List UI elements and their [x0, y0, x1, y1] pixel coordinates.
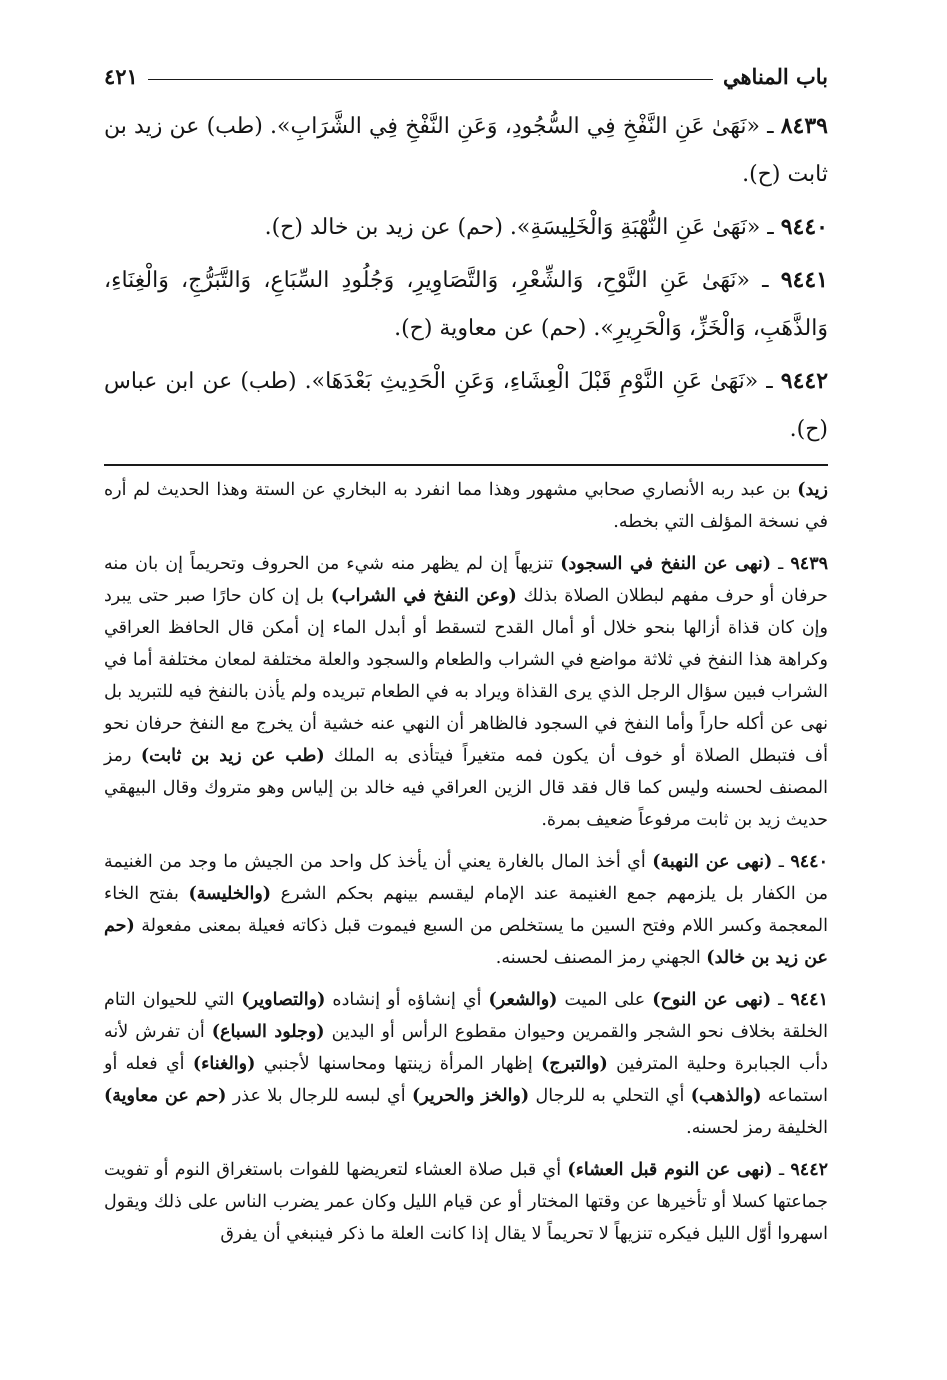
commentary-9441: ٩٤٤١ ـ (نهى عن النوح) على الميت (والشعر) أي إنشاؤه أو إنشاده (والتصاوير) التي للحيوان التام الخلقة بخلاف نحو الشجر والقمرين وحيوان مقطوع الرأس أو اليدين (وجلود السباع) أن تفرش لأنه دأب الجبابرة وحلية المترفين (والتبرج) إظهار المرأة زينتها ومحاسنها لأجنبي (والغناء) أي فعله أو استماعه (والذهب) أي التحلي به للرجال (والخز والحرير) أي لبسه للرجال بلا عذر (حم عن معاوية) الخليفة رمز لحسنه. — [104, 990, 828, 1138]
hadith-text: «نَهَىٰ عَنِ النَّفْخِ فِي السُّجُودِ، وَعَنِ النَّفْخِ فِي الشَّرَابِ». (طب) عن زيد بن ثابت (ح). — [104, 114, 828, 187]
commentary-block — [104, 474, 828, 1250]
hadith-text: «نَهَىٰ عَنِ النُّهْبَةِ وَالْخَلِيسَةِ». (حم) عن زيد بن خالد (ح). — [264, 215, 761, 240]
hadith-number: ٩٤٤٢ — [780, 368, 829, 394]
hadith-number: ٨٤٣٩ — [780, 113, 828, 139]
hadith-block — [104, 102, 828, 454]
hadith-number: ٩٤٤٠ — [780, 214, 828, 240]
hadith-entry: ٨٤٣٩ ـ «نَهَىٰ عَنِ النَّفْخِ فِي السُّجُودِ، وَعَنِ النَّفْخِ فِي الشَّرَابِ». (طب) عن زيد بن ثابت (ح). — [104, 113, 828, 187]
hadith-text: «نَهَىٰ عَنِ النَّوْمِ قَبْلَ الْعِشَاءِ، وَعَنِ الْحَدِيثِ بَعْدَهَا». (طب) عن ابن عباس (ح). — [104, 369, 828, 442]
hadith-entry: ٩٤٤١ ـ «نَهَىٰ عَنِ النَّوْحِ، وَالشِّعْرِ، وَالتَّصَاوِيرِ، وَجُلُودِ السِّبَاعِ، وَالتَّبَرُّجِ، وَالْغِنَاءِ، وَالذَّهَبِ، وَالْخَزِّ، وَالْحَرِيرِ». (حم) عن معاوية (ح). — [104, 267, 828, 341]
commentary-9442: ٩٤٤٢ ـ (نهى عن النوم قبل العشاء) أي قبل صلاة العشاء لتعريضها للفوات باستغراق النوم أو تفويت جماعتها كسلا أو تأخيرها عن وقتها المختار أو عن قيام الليل وكان عمر يضرب الناس على ذلك ويقول اسهروا أوّل الليل فيكره تنزيهاً لا تحريماً لا يقال إذا كانت العلة ما ذكر فينبغي أن يفرق — [104, 1160, 828, 1244]
commentary-divider — [104, 464, 828, 466]
commentary-9439: ٩٤٣٩ ـ (نهى عن النفخ في السجود) تنزيهاً إن لم يظهر منه شيء من الحروف وتحريماً إن بان منه حرفان أو حرف مفهم لبطلان الصلاة بذلك (وعن النفخ في الشراب) بل إن كان حارًا صبر حتى يبرد وإن كان قذاة أزالها بنحو خلال أو أمال القدح لتسقط أو أبدل الماء إن أمكن قال الحافظ العراقي وكراهة هذا النفخ في ثلاثة مواضع في الشراب والطعام والسجود والعلة مختلفة لمعان مختلفة أما في الشراب فبين سؤال الرجل الذي يرى القذاة ويراد به في الطعام تبريده ولم يأذن بالنفخ فيه للتبريد بل نهى عن أكله حاراً وأما النفخ في السجود فالظاهر أن النهي عنه خشية أن يخرج مع النفخ حرفان نحو أف فتبطل الصلاة أو خوف أن يكون فمه متغيراً فيتأذى به الملك (طب عن زيد بن ثابت) رمز المصنف لحسنه وليس كما قال فقد قال الزين العراقي فيه خالد بن إلياس وهو متروك وقال البيهقي حديث زيد بن ثابت مرفوعاً ضعيف بمرة. — [104, 554, 829, 830]
hadith-entry: ٩٤٤٢ ـ «نَهَىٰ عَنِ النَّوْمِ قَبْلَ الْعِشَاءِ، وَعَنِ الْحَدِيثِ بَعْدَهَا». (طب) عن ابن عباس (ح). — [104, 368, 829, 442]
commentary-intro: زيد) بن عبد ربه الأنصاري صحابي مشهور وهذا مما انفرد به البخاري عن الستة وهذا الحديث لم أره في نسخة المؤلف التي بخطه. — [104, 480, 828, 532]
hadith-number: ٩٤٤١ — [780, 267, 828, 293]
page — [104, 58, 828, 1260]
hadith-entry: ٩٤٤٠ ـ «نَهَىٰ عَنِ النُّهْبَةِ وَالْخَلِيسَةِ». (حم) عن زيد بن خالد (ح). — [264, 214, 828, 240]
header-rule — [148, 79, 713, 80]
page-number: ٤٢١ — [104, 63, 138, 89]
commentary-9440: ٩٤٤٠ ـ (نهى عن النهبة) أي أخذ المال بالغارة يعني أن يأخذ كل واحد من الجيش ما وجد من الغنيمة من الكفار بل يلزمهم جمع الغنيمة عند الإمام ليقسم بينهم بحكم الشرع (والخليسة) بفتح الخاء المعجمة وكسر اللام وفتح السين ما يستخلص من السبع فيموت قبل ذكاته فعيلة بمعنى مفعولة (حم عن زيد بن خالد) الجهني رمز المصنف لحسنه. — [104, 852, 828, 968]
running-header — [104, 58, 828, 94]
hadith-text: «نَهَىٰ عَنِ النَّوْحِ، وَالشِّعْرِ، وَالتَّصَاوِيرِ، وَجُلُودِ السِّبَاعِ، وَالتَّبَرُّجِ، وَالْغِنَاءِ، وَالذَّهَبِ، وَالْخَزِّ، وَالْحَرِيرِ». (حم) عن معاوية (ح). — [104, 268, 828, 341]
chapter-title: باب المناهي — [722, 63, 828, 89]
